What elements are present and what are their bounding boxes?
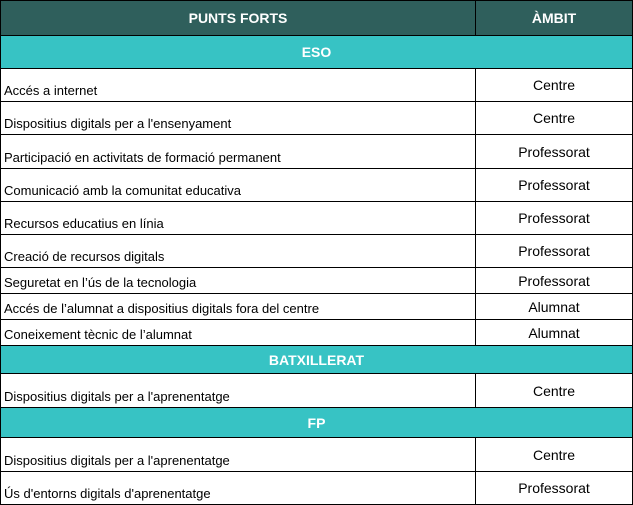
table-row bbox=[1, 235, 633, 268]
table-row bbox=[1, 202, 633, 235]
scope-value: Professorat bbox=[476, 268, 633, 294]
strength-name: Ús d'entorns digitals d'aprenentatge bbox=[1, 472, 476, 505]
section-row-fp bbox=[1, 408, 633, 438]
header-strengths: PUNTS FORTS bbox=[1, 1, 476, 36]
table-row bbox=[1, 135, 633, 169]
table-row bbox=[1, 268, 633, 294]
table-row bbox=[1, 438, 633, 472]
scope-value: Centre bbox=[476, 102, 633, 135]
scope-value: Centre bbox=[476, 374, 633, 408]
table-row bbox=[1, 69, 633, 102]
strength-name: Participació en activitats de formació permanent bbox=[1, 135, 476, 169]
scope-value: Centre bbox=[476, 438, 633, 472]
section-row-batxillerat bbox=[1, 346, 633, 374]
strength-name: Creació de recursos digitals bbox=[1, 235, 476, 268]
section-title: BATXILLERAT bbox=[1, 346, 633, 374]
strength-name: Seguretat en l’ús de la tecnologia bbox=[1, 268, 476, 294]
strength-name: Dispositius digitals per a l'ensenyament bbox=[1, 102, 476, 135]
section-title: ESO bbox=[1, 36, 633, 69]
table-row bbox=[1, 320, 633, 346]
scope-value: Professorat bbox=[476, 235, 633, 268]
strength-name: Accés de l’alumnat a dispositius digitals fora del centre bbox=[1, 294, 476, 320]
table-row bbox=[1, 169, 633, 202]
table-row bbox=[1, 102, 633, 135]
scope-value: Professorat bbox=[476, 169, 633, 202]
header-scope: ÀMBIT bbox=[476, 1, 633, 36]
scope-value: Professorat bbox=[476, 202, 633, 235]
strength-name: Dispositius digitals per a l'aprenentatge bbox=[1, 438, 476, 472]
header-row bbox=[1, 1, 633, 36]
strength-name: Recursos educatius en línia bbox=[1, 202, 476, 235]
scope-value: Centre bbox=[476, 69, 633, 102]
section-row-eso bbox=[1, 36, 633, 69]
strength-name: Coneixement tècnic de l’alumnat bbox=[1, 320, 476, 346]
table-row bbox=[1, 294, 633, 320]
strength-name: Accés a internet bbox=[1, 69, 476, 102]
table-row bbox=[1, 472, 633, 505]
scope-value: Professorat bbox=[476, 135, 633, 169]
table-row bbox=[1, 374, 633, 408]
scope-value: Alumnat bbox=[476, 294, 633, 320]
scope-value: Professorat bbox=[476, 472, 633, 505]
scope-value: Alumnat bbox=[476, 320, 633, 346]
section-title: FP bbox=[1, 408, 633, 438]
strength-name: Dispositius digitals per a l'aprenentatge bbox=[1, 374, 476, 408]
strength-name: Comunicació amb la comunitat educativa bbox=[1, 169, 476, 202]
